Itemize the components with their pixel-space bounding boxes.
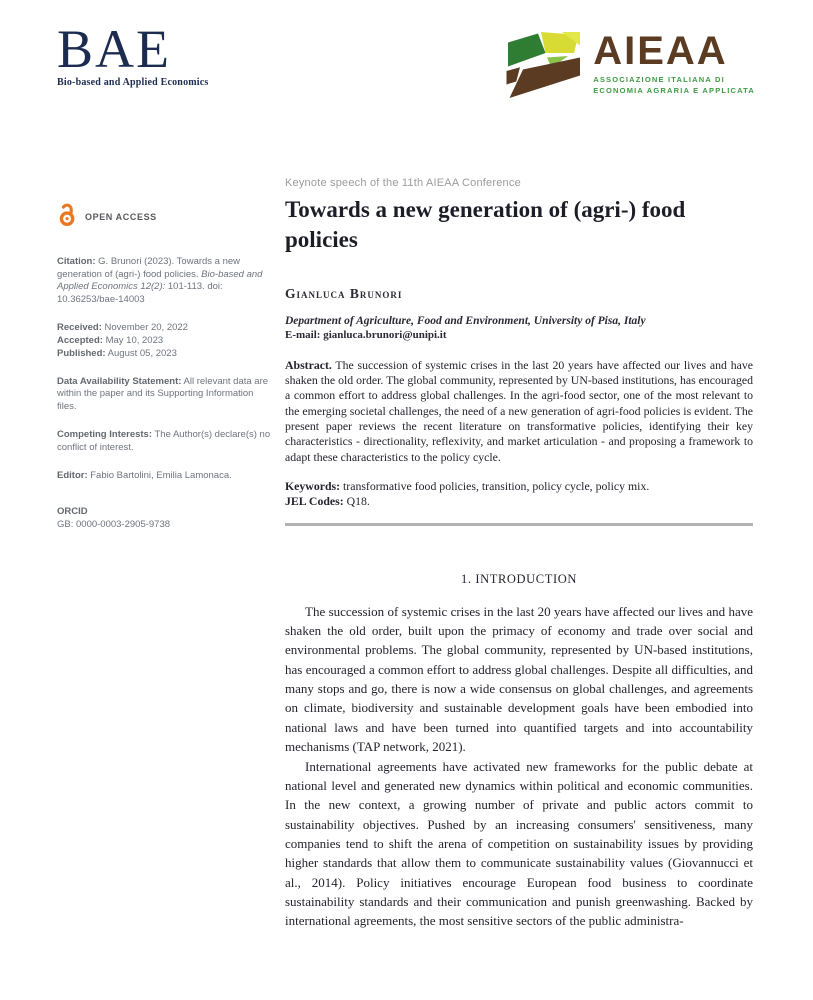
- page-header: [0, 0, 813, 103]
- open-access-lock-icon: [57, 203, 79, 232]
- aieaa-logo-text: [593, 29, 755, 97]
- citation-label: Citation:: [57, 255, 96, 267]
- abstract-text: The succession of systemic crises in the last 20 years have affected our lives and have shaken the old order. The global community, represented by UN-based institutions, has encouraged a common effort to address global challenges. In the agri-food sector, one of the most relevant to the emerging societal challenges, the need of a new generation of agri-food policies is evident. The present paper reviews the recent literature on transformative policies, identifying their key characteristics - directionality, reflexivity, and market articulation - and proposing a framework to adapt these characteristics to the policy cycle.: [285, 357, 753, 464]
- bae-journal-logo: [57, 19, 209, 89]
- aieaa-logo-subtitle: [593, 74, 755, 97]
- conference-kicker: Keynote speech of the 11th AIEAA Conference: [285, 177, 521, 189]
- jel-codes-label: JEL Codes:: [285, 494, 344, 509]
- editor-block: [57, 470, 271, 483]
- keywords-label: Keywords:: [285, 479, 341, 494]
- received-line: [57, 322, 271, 335]
- received-label: Received:: [57, 322, 102, 334]
- intro-paragraph-1: The succession of systemic crises in the last 20 years have affected our lives and have shaken the old order, built upon the primacy of economy and trade over social and environmental problems. The global community, represented by UN-based institutions, has encouraged a common effort to address global challenges. Despite all difficulties, and many stops and go, there is now a wide consensus on global challenges, and agreements on climate, biodiversity and sustainable development goals have been embodied into national laws and have been turned into quantified targets and into accountability mechanisms (TAP network, 2021).: [285, 603, 753, 755]
- keywords-line: [285, 479, 753, 494]
- author-affiliation: Department of Agriculture, Food and Environment, University of Pisa, Italy: [285, 314, 646, 327]
- introduction-heading: 1. INTRODUCTION: [461, 571, 577, 586]
- data-availability-text: All relevant data are within the paper and its Supporting Information files.: [57, 375, 269, 413]
- citation-post: 101-113. doi: 10.36253/bae-14003: [57, 281, 223, 306]
- intro-paragraph-2: International agreements have activated new frameworks for the public debate at national level and generated new dynamics within political and economic communities. In the new context, a growing number of private and public actors commit to sustainability objectives. Pushed by an increasing consumers' sensitiveness, many companies tend to shift the arena of competition on sustainability issues by providing higher standards that allow them to communicate sustainability values (Giovannucci et al., 2014). Policy initiatives encourage European food business to coordinate sustainability standards and their communication and punish greenwashing. Backed by international agreements, the most sensitive sectors of the public administra-: [285, 758, 753, 929]
- accepted-line: [57, 335, 271, 348]
- competing-interests-block: [57, 429, 271, 455]
- author-email-line: [285, 329, 753, 341]
- data-availability-block: [57, 376, 271, 414]
- aieaa-subtitle-line2: ECONOMIA AGRARIA E APPLICATA: [593, 86, 755, 96]
- keywords-text: transformative food policies, transition, policy cycle, policy mix.: [340, 479, 650, 494]
- abstract-paragraph: [285, 358, 753, 465]
- citation-journal: Bio-based and Applied Economics 12(2):: [57, 268, 263, 293]
- received-value: November 20, 2022: [101, 322, 188, 334]
- open-access-label: OPEN ACCESS: [85, 212, 157, 223]
- data-availability-label: Data Availability Statement:: [57, 375, 182, 387]
- editor-text: Fabio Bartolini, Emilia Lamonaca.: [87, 469, 232, 481]
- section-divider-rule: [285, 523, 753, 526]
- jel-codes-text: Q18.: [343, 494, 370, 509]
- published-value: August 05, 2023: [105, 347, 177, 359]
- orcid-heading: ORCID: [57, 506, 88, 518]
- aieaa-subtitle-line1: ASSOCIAZIONE ITALIANA DI: [593, 75, 725, 84]
- citation-block: [57, 256, 271, 307]
- email-address: gianluca.brunori@unipi.it: [320, 328, 447, 341]
- aieaa-logo-acronym: AIEAA: [593, 29, 728, 73]
- content-columns: [0, 177, 813, 931]
- bae-logo-tagline: Bio-based and Applied Economics: [57, 77, 209, 89]
- editor-label: Editor:: [57, 469, 88, 481]
- competing-interests-label: Competing Interests:: [57, 428, 153, 440]
- accepted-label: Accepted:: [57, 334, 103, 346]
- aieaa-fields-icon: [506, 32, 582, 103]
- citation-pre: G. Brunori (2023). Towards a new generation of (agri-) food policies.: [57, 255, 241, 280]
- abstract-label: Abstract.: [285, 357, 332, 372]
- orcid-entry: GB: 0000-0003-2905-9738: [57, 519, 171, 531]
- orcid-block: [57, 506, 271, 532]
- bae-logo-acronym: BAE: [57, 19, 171, 79]
- jel-codes-line: [285, 494, 753, 509]
- metadata-sidebar: [57, 177, 285, 931]
- published-label: Published:: [57, 347, 106, 359]
- accepted-value: May 10, 2023: [102, 334, 164, 346]
- open-access-badge: [57, 203, 271, 232]
- aieaa-society-logo: [506, 29, 755, 103]
- article-column: [285, 177, 753, 931]
- article-title: Towards a new generation of (agri-) food policies: [285, 197, 686, 253]
- author-name: Gianluca Brunori: [285, 285, 403, 301]
- dates-block: [57, 322, 271, 360]
- competing-interests-text: The Author(s) declare(s) no conflict of interest.: [57, 428, 271, 453]
- email-label: E-mail:: [285, 328, 321, 341]
- published-line: [57, 348, 271, 361]
